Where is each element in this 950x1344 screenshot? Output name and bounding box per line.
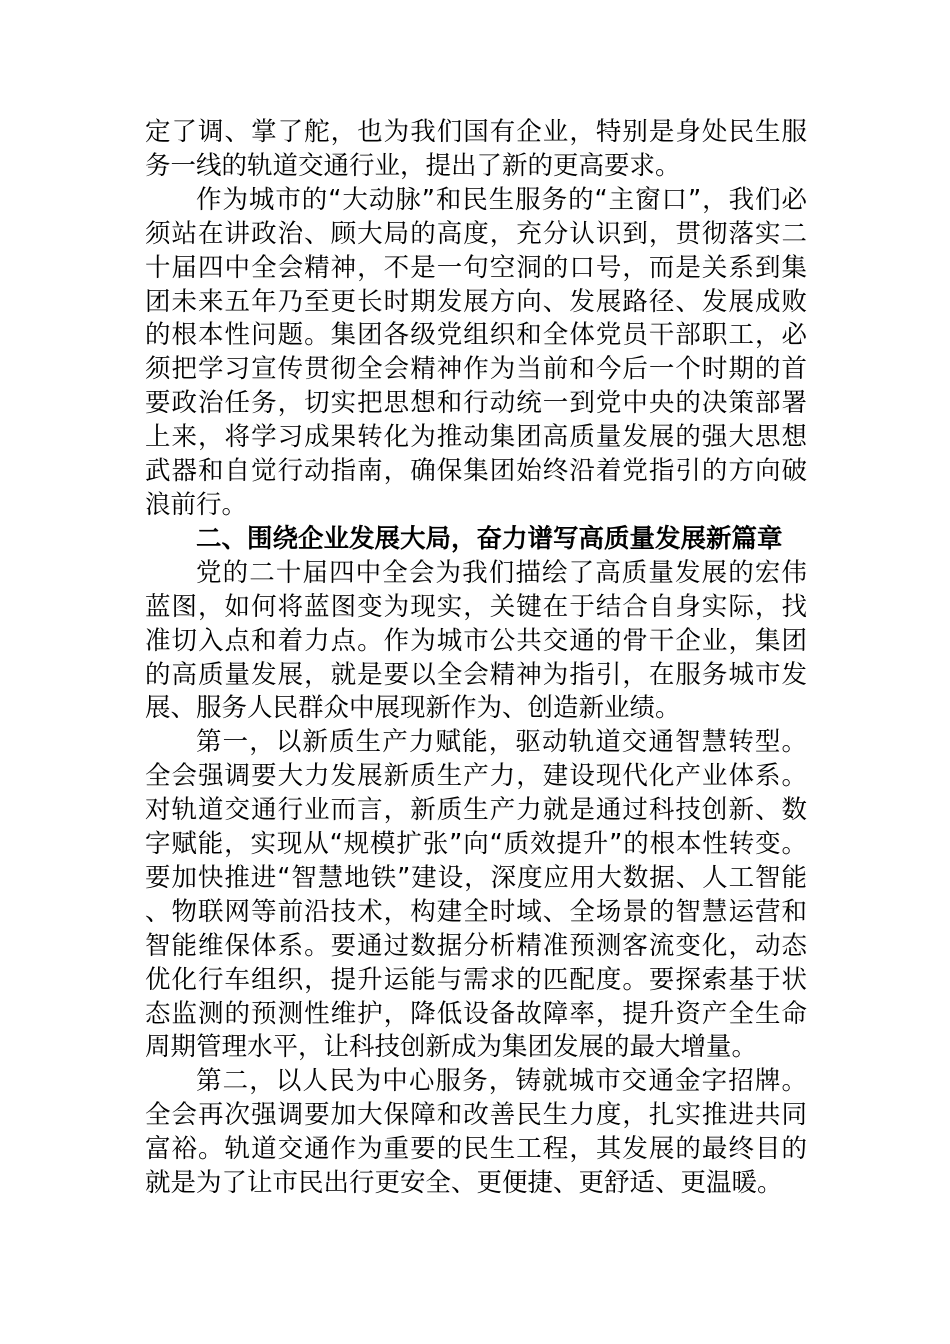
section-heading: 二、围绕企业发展大局，奋力谱写高质量发展新篇章 (196, 523, 783, 554)
paragraph-point-two: 第二，以人民为中心服务，铸就城市交通金字招牌。全会再次强调要加大保障和改善民生力度，扎实推进共同富裕。轨道交通作为重要的民生工程，其发展的最终目的就是为了让市民出行更安全、更便捷、更舒适、更温暖。 (145, 1066, 807, 1199)
paragraph-blueprint: 党的二十届四中全会为我们描绘了高质量发展的宏伟蓝图，如何将蓝图变为现实，关键在于结合自身实际，找准切入点和着力点。作为城市公共交通的骨干企业，集团的高质量发展，就是要以全会精神为指引，在服务城市发展、服务人民群众中展现新作为、创造新业绩。 (145, 557, 807, 724)
paragraph-role-of-group: 作为城市的“大动脉”和民生服务的“主窗口”，我们必须站在讲政治、顾大局的高度，充分认识到，贯彻落实二十届四中全会精神，不是一句空洞的口号，而是关系到集团未来五年乃至更长时期发展方向、发展路径、发展成败的根本性问题。集团各级党组织和全体党员干部职工，必须把学习宣传贯彻全会精神作为当前和今后一个时期的首要政治任务，切实把思想和行动统一到党中央的决策部署上来，将学习成果转化为推动集团高质量发展的强大思想武器和自觉行动指南，确保集团始终沿着党指引的方向破浪前行。 (145, 184, 807, 520)
paragraph-point-one: 第一，以新质生产力赋能，驱动轨道交通智慧转型。全会强调要大力发展新质生产力，建设现代化产业体系。对轨道交通行业而言，新质生产力就是通过科技创新、数字赋能，实现从“规模扩张”向“质效提升”的根本性转变。要加快推进“智慧地铁”建设，深度应用大数据、人工智能、物联网等前沿技术，构建全时域、全场景的智慧运营和智能维保体系。要通过数据分析精准预测客流变化，动态优化行车组织，提升运能与需求的匹配度。要探索基于状态监测的预测性维护，降低设备故障率，提升资产全生命周期管理水平，让科技创新成为集团发展的最大增量。 (145, 727, 807, 1063)
paragraph-continuation: 定了调、掌了舵，也为我们国有企业，特别是身处民生服务一线的轨道交通行业，提出了新的更高要求。 (145, 117, 807, 181)
document-body (145, 116, 807, 1201)
